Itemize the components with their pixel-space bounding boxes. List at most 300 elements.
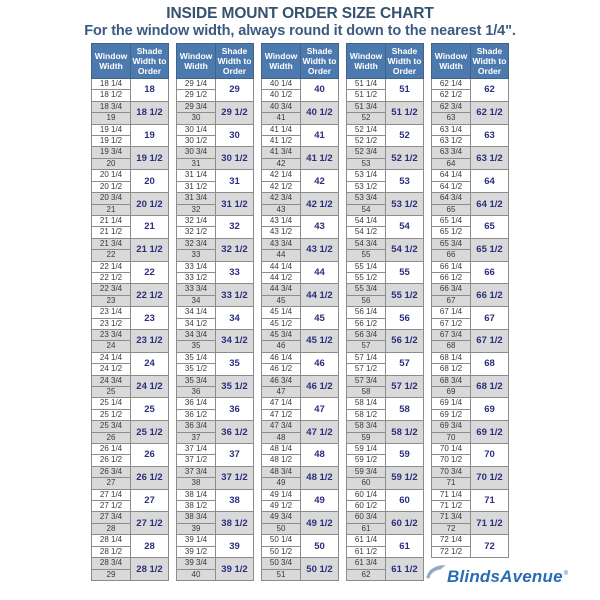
window-width-cell: 69 3/4	[432, 421, 471, 432]
shade-width-cell: 62 1/2	[471, 101, 509, 124]
window-width-cell: 63 1/2	[432, 136, 471, 147]
window-width-cell: 68 1/4	[432, 352, 471, 363]
size-chart	[0, 43, 600, 581]
window-width-cell: 40 1/2	[262, 90, 301, 101]
window-width-cell: 66	[432, 250, 471, 261]
window-width-cell: 48 3/4	[262, 466, 301, 477]
window-width-cell: 62 1/4	[432, 79, 471, 90]
shade-width-cell: 42	[301, 170, 339, 193]
shade-width-cell: 31 1/2	[216, 193, 254, 216]
window-width-cell: 39 3/4	[177, 558, 216, 569]
window-width-cell: 33 3/4	[177, 284, 216, 295]
shade-width-cell: 54	[386, 215, 424, 238]
window-width-cell: 32	[177, 204, 216, 215]
window-width-cell: 34	[177, 295, 216, 306]
shade-width-cell: 43 1/2	[301, 238, 339, 261]
window-width-cell: 37 3/4	[177, 466, 216, 477]
shade-width-cell: 34	[216, 307, 254, 330]
shade-width-cell: 56 1/2	[386, 329, 424, 352]
window-width-cell: 35	[177, 341, 216, 352]
window-width-header: Window Width	[92, 44, 131, 79]
window-width-cell: 45 3/4	[262, 329, 301, 340]
window-width-cell: 24 1/4	[92, 352, 131, 363]
window-width-header: Window Width	[262, 44, 301, 79]
shade-width-cell: 19	[131, 124, 169, 147]
shade-width-header: Shade Width to Order	[131, 44, 169, 79]
window-width-cell: 46 1/2	[262, 364, 301, 375]
shade-width-cell: 61 1/2	[386, 558, 424, 581]
window-width-cell: 69	[432, 387, 471, 398]
window-width-cell: 51	[262, 569, 301, 580]
window-width-cell: 32 3/4	[177, 238, 216, 249]
window-width-cell: 20 3/4	[92, 193, 131, 204]
window-width-cell: 21 3/4	[92, 238, 131, 249]
shade-width-cell: 24	[131, 352, 169, 375]
shade-width-cell: 38 1/2	[216, 512, 254, 535]
window-width-cell: 66 3/4	[432, 284, 471, 295]
shade-width-cell: 32	[216, 215, 254, 238]
window-width-cell: 70 1/4	[432, 444, 471, 455]
window-width-cell: 29 3/4	[177, 101, 216, 112]
size-chart-column-group	[431, 43, 509, 558]
window-width-cell: 49 1/2	[262, 501, 301, 512]
shade-width-cell: 29	[216, 79, 254, 102]
shade-width-cell: 54 1/2	[386, 238, 424, 261]
blindsavenue-logo	[426, 564, 568, 587]
shade-width-cell: 60	[386, 489, 424, 512]
window-width-cell: 45	[262, 295, 301, 306]
window-width-cell: 29	[92, 569, 131, 580]
window-width-cell: 53 1/4	[347, 170, 386, 181]
window-width-cell: 61 3/4	[347, 558, 386, 569]
window-width-cell: 41	[262, 113, 301, 124]
window-width-cell: 68	[432, 341, 471, 352]
window-width-cell: 31 3/4	[177, 193, 216, 204]
shade-width-cell: 49	[301, 489, 339, 512]
window-width-cell: 44 3/4	[262, 284, 301, 295]
shade-width-cell: 47	[301, 398, 339, 421]
window-width-cell: 39	[177, 523, 216, 534]
shade-width-cell: 37	[216, 444, 254, 467]
window-width-cell: 34 1/2	[177, 318, 216, 329]
window-width-cell: 41 1/4	[262, 124, 301, 135]
window-width-cell: 30 1/4	[177, 124, 216, 135]
shade-width-cell: 18	[131, 79, 169, 102]
shade-width-cell: 72	[471, 535, 509, 558]
window-width-cell: 38 1/4	[177, 489, 216, 500]
window-width-cell: 32 1/2	[177, 227, 216, 238]
window-width-cell: 58 1/2	[347, 409, 386, 420]
window-width-cell: 67 1/4	[432, 307, 471, 318]
window-width-cell: 71 3/4	[432, 512, 471, 523]
window-width-cell: 53 1/2	[347, 181, 386, 192]
window-width-cell: 56	[347, 295, 386, 306]
window-width-cell: 54 1/4	[347, 215, 386, 226]
window-width-cell: 25	[92, 387, 131, 398]
shade-width-cell: 58 1/2	[386, 421, 424, 444]
chart-subtitle: For the window width, always round it down to the nearest 1/4".	[84, 23, 516, 39]
window-width-cell: 55 3/4	[347, 284, 386, 295]
shade-width-cell: 69 1/2	[471, 421, 509, 444]
window-width-cell: 23 1/4	[92, 307, 131, 318]
shade-width-cell: 25	[131, 398, 169, 421]
window-width-cell: 36 1/4	[177, 398, 216, 409]
window-width-cell: 63 1/4	[432, 124, 471, 135]
shade-width-cell: 44 1/2	[301, 284, 339, 307]
shade-width-cell: 33	[216, 261, 254, 284]
window-width-cell: 66 1/2	[432, 272, 471, 283]
window-width-cell: 22 1/4	[92, 261, 131, 272]
window-width-cell: 30 1/2	[177, 136, 216, 147]
window-width-cell: 23	[92, 295, 131, 306]
shade-width-cell: 32 1/2	[216, 238, 254, 261]
shade-width-cell: 64	[471, 170, 509, 193]
window-width-cell: 65 1/2	[432, 227, 471, 238]
window-width-cell: 26	[92, 432, 131, 443]
shade-width-cell: 58	[386, 398, 424, 421]
window-width-cell: 68 3/4	[432, 375, 471, 386]
window-width-cell: 63	[432, 113, 471, 124]
shade-width-cell: 28 1/2	[131, 558, 169, 581]
window-width-cell: 70 3/4	[432, 466, 471, 477]
shade-width-cell: 27	[131, 489, 169, 512]
window-width-cell: 47	[262, 387, 301, 398]
brand-name: BlindsAvenue	[447, 567, 563, 586]
window-width-cell: 38	[177, 478, 216, 489]
shade-width-cell: 59	[386, 444, 424, 467]
shade-width-cell: 25 1/2	[131, 421, 169, 444]
window-width-cell: 42 1/2	[262, 181, 301, 192]
window-width-cell: 56 3/4	[347, 329, 386, 340]
shade-width-cell: 41	[301, 124, 339, 147]
window-width-cell: 57 1/2	[347, 364, 386, 375]
shade-width-cell: 53 1/2	[386, 193, 424, 216]
window-width-cell: 44 1/4	[262, 261, 301, 272]
shade-width-cell: 57	[386, 352, 424, 375]
window-width-cell: 63 3/4	[432, 147, 471, 158]
shade-width-cell: 55 1/2	[386, 284, 424, 307]
window-width-cell: 46 1/4	[262, 352, 301, 363]
shade-width-cell: 20 1/2	[131, 193, 169, 216]
window-width-cell: 28 3/4	[92, 558, 131, 569]
window-width-cell: 43 1/4	[262, 215, 301, 226]
window-width-header: Window Width	[432, 44, 471, 79]
window-width-cell: 21	[92, 204, 131, 215]
window-width-cell: 21 1/4	[92, 215, 131, 226]
shade-width-cell: 47 1/2	[301, 421, 339, 444]
shade-width-cell: 39	[216, 535, 254, 558]
shade-width-cell: 70 1/2	[471, 466, 509, 489]
window-width-cell: 46	[262, 341, 301, 352]
window-width-cell: 25 3/4	[92, 421, 131, 432]
window-width-cell: 43	[262, 204, 301, 215]
window-width-cell: 60	[347, 478, 386, 489]
shade-width-cell: 22 1/2	[131, 284, 169, 307]
window-width-cell: 72 1/2	[432, 546, 471, 557]
window-width-cell: 22 1/2	[92, 272, 131, 283]
window-width-cell: 23 3/4	[92, 329, 131, 340]
shade-width-cell: 45 1/2	[301, 329, 339, 352]
window-width-cell: 31 1/2	[177, 181, 216, 192]
window-width-cell: 57 3/4	[347, 375, 386, 386]
shade-width-cell: 57 1/2	[386, 375, 424, 398]
window-width-cell: 21 1/2	[92, 227, 131, 238]
window-width-cell: 40 3/4	[262, 101, 301, 112]
shade-width-cell: 23 1/2	[131, 329, 169, 352]
window-width-cell: 55	[347, 250, 386, 261]
size-chart-column-group	[176, 43, 254, 581]
shade-width-cell: 51 1/2	[386, 101, 424, 124]
window-width-cell: 72 1/4	[432, 535, 471, 546]
window-width-cell: 27 1/4	[92, 489, 131, 500]
shade-width-cell: 53	[386, 170, 424, 193]
window-width-cell: 41 1/2	[262, 136, 301, 147]
window-width-cell: 22	[92, 250, 131, 261]
window-width-cell: 19 1/2	[92, 136, 131, 147]
window-width-cell: 59 1/4	[347, 444, 386, 455]
window-width-cell: 35 1/4	[177, 352, 216, 363]
window-width-cell: 70	[432, 432, 471, 443]
shade-width-cell: 34 1/2	[216, 329, 254, 352]
shade-width-cell: 56	[386, 307, 424, 330]
window-width-cell: 58 3/4	[347, 421, 386, 432]
shade-width-header: Shade Width to Order	[301, 44, 339, 79]
window-width-cell: 23 1/2	[92, 318, 131, 329]
window-width-cell: 50 1/4	[262, 535, 301, 546]
window-width-cell: 42 3/4	[262, 193, 301, 204]
shade-width-cell: 45	[301, 307, 339, 330]
window-width-cell: 43 1/2	[262, 227, 301, 238]
window-width-cell: 53	[347, 158, 386, 169]
window-width-cell: 64 1/4	[432, 170, 471, 181]
window-width-cell: 37 1/4	[177, 444, 216, 455]
window-width-cell: 50 1/2	[262, 546, 301, 557]
window-width-cell: 54 1/2	[347, 227, 386, 238]
window-width-cell: 60 3/4	[347, 512, 386, 523]
window-width-cell: 47 1/4	[262, 398, 301, 409]
window-width-cell: 26 3/4	[92, 466, 131, 477]
window-width-cell: 69 1/2	[432, 409, 471, 420]
window-width-cell: 59 1/2	[347, 455, 386, 466]
shade-width-cell: 41 1/2	[301, 147, 339, 170]
window-width-cell: 48 1/4	[262, 444, 301, 455]
window-width-cell: 40	[177, 569, 216, 580]
shade-width-cell: 46 1/2	[301, 375, 339, 398]
shade-width-cell: 48	[301, 444, 339, 467]
window-width-cell: 38 1/2	[177, 501, 216, 512]
shade-width-cell: 40	[301, 79, 339, 102]
window-width-cell: 54 3/4	[347, 238, 386, 249]
window-width-cell: 45 1/2	[262, 318, 301, 329]
shade-width-cell: 21	[131, 215, 169, 238]
window-width-cell: 24 1/2	[92, 364, 131, 375]
window-width-cell: 56 1/4	[347, 307, 386, 318]
window-width-cell: 19	[92, 113, 131, 124]
shade-width-cell: 19 1/2	[131, 147, 169, 170]
window-width-cell: 25 1/2	[92, 409, 131, 420]
window-width-cell: 67	[432, 295, 471, 306]
window-width-cell: 36	[177, 387, 216, 398]
window-width-cell: 27 3/4	[92, 512, 131, 523]
window-width-cell: 39 1/4	[177, 535, 216, 546]
window-width-cell: 52	[347, 113, 386, 124]
window-width-cell: 64 1/2	[432, 181, 471, 192]
window-width-cell: 20	[92, 158, 131, 169]
window-width-cell: 51 1/4	[347, 79, 386, 90]
window-width-cell: 70 1/2	[432, 455, 471, 466]
window-width-cell: 50	[262, 523, 301, 534]
shade-width-cell: 59 1/2	[386, 466, 424, 489]
window-width-cell: 71 1/4	[432, 489, 471, 500]
shade-width-header: Shade Width to Order	[386, 44, 424, 79]
window-width-cell: 69 1/4	[432, 398, 471, 409]
window-width-cell: 39 1/2	[177, 546, 216, 557]
window-width-cell: 45 1/4	[262, 307, 301, 318]
window-width-cell: 48 1/2	[262, 455, 301, 466]
shade-width-cell: 35 1/2	[216, 375, 254, 398]
window-width-cell: 51 3/4	[347, 101, 386, 112]
window-width-cell: 42 1/4	[262, 170, 301, 181]
window-width-cell: 51 1/2	[347, 90, 386, 101]
shade-width-cell: 65 1/2	[471, 238, 509, 261]
window-width-cell: 29 1/2	[177, 90, 216, 101]
window-width-cell: 65	[432, 204, 471, 215]
window-width-cell: 31 1/4	[177, 170, 216, 181]
window-width-cell: 27	[92, 478, 131, 489]
window-width-cell: 19 1/4	[92, 124, 131, 135]
window-width-cell: 44	[262, 250, 301, 261]
shade-width-cell: 24 1/2	[131, 375, 169, 398]
window-width-cell: 33	[177, 250, 216, 261]
window-width-cell: 64 3/4	[432, 193, 471, 204]
shade-width-cell: 38	[216, 489, 254, 512]
shade-width-cell: 39 1/2	[216, 558, 254, 581]
shade-width-cell: 27 1/2	[131, 512, 169, 535]
shade-width-cell: 62	[471, 79, 509, 102]
window-width-cell: 61 1/2	[347, 546, 386, 557]
shade-width-cell: 50 1/2	[301, 558, 339, 581]
window-width-cell: 37 1/2	[177, 455, 216, 466]
size-chart-column-group	[346, 43, 424, 581]
window-width-cell: 31	[177, 158, 216, 169]
window-width-cell: 35 1/2	[177, 364, 216, 375]
window-width-cell: 18 3/4	[92, 101, 131, 112]
shade-width-cell: 52	[386, 124, 424, 147]
window-width-header: Window Width	[177, 44, 216, 79]
window-width-cell: 41 3/4	[262, 147, 301, 158]
shade-width-cell: 52 1/2	[386, 147, 424, 170]
window-width-cell: 58 1/4	[347, 398, 386, 409]
shade-width-cell: 70	[471, 444, 509, 467]
shade-width-header: Shade Width to Order	[471, 44, 509, 79]
window-width-cell: 50 3/4	[262, 558, 301, 569]
window-width-cell: 42	[262, 158, 301, 169]
window-width-cell: 30	[177, 113, 216, 124]
shade-width-cell: 64 1/2	[471, 193, 509, 216]
window-width-cell: 61 1/4	[347, 535, 386, 546]
window-width-cell: 26 1/2	[92, 455, 131, 466]
window-width-cell: 48	[262, 432, 301, 443]
window-width-cell: 68 1/2	[432, 364, 471, 375]
shade-width-cell: 30	[216, 124, 254, 147]
shade-width-cell: 40 1/2	[301, 101, 339, 124]
window-width-cell: 49 3/4	[262, 512, 301, 523]
shade-width-cell: 48 1/2	[301, 466, 339, 489]
window-width-cell: 49	[262, 478, 301, 489]
window-width-cell: 59	[347, 432, 386, 443]
shade-width-cell: 51	[386, 79, 424, 102]
window-width-cell: 67 1/2	[432, 318, 471, 329]
shade-width-cell: 23	[131, 307, 169, 330]
window-width-cell: 54	[347, 204, 386, 215]
window-width-cell: 34 3/4	[177, 329, 216, 340]
window-width-cell: 60 1/4	[347, 489, 386, 500]
shade-width-cell: 50	[301, 535, 339, 558]
window-width-cell: 46 3/4	[262, 375, 301, 386]
window-width-cell: 38 3/4	[177, 512, 216, 523]
window-width-cell: 71	[432, 478, 471, 489]
shade-width-cell: 20	[131, 170, 169, 193]
shade-width-cell: 18 1/2	[131, 101, 169, 124]
window-width-cell: 35 3/4	[177, 375, 216, 386]
window-width-cell: 65 1/4	[432, 215, 471, 226]
window-width-cell: 66 1/4	[432, 261, 471, 272]
window-width-cell: 49 1/4	[262, 489, 301, 500]
window-width-cell: 40 1/4	[262, 79, 301, 90]
window-width-cell: 55 1/2	[347, 272, 386, 283]
window-width-cell: 34 1/4	[177, 307, 216, 318]
window-width-cell: 27 1/2	[92, 501, 131, 512]
awning-icon	[426, 564, 446, 584]
window-width-cell: 58	[347, 387, 386, 398]
shade-width-cell: 67 1/2	[471, 329, 509, 352]
window-width-cell: 22 3/4	[92, 284, 131, 295]
shade-width-cell: 36	[216, 398, 254, 421]
window-width-cell: 56 1/2	[347, 318, 386, 329]
window-width-cell: 64	[432, 158, 471, 169]
shade-width-cell: 66 1/2	[471, 284, 509, 307]
window-width-cell: 18 1/2	[92, 90, 131, 101]
window-width-cell: 28 1/4	[92, 535, 131, 546]
shade-width-cell: 68	[471, 352, 509, 375]
window-width-cell: 59 3/4	[347, 466, 386, 477]
window-width-cell: 44 1/2	[262, 272, 301, 283]
shade-width-cell: 31	[216, 170, 254, 193]
shade-width-cell: 55	[386, 261, 424, 284]
shade-width-cell: 43	[301, 215, 339, 238]
shade-width-cell: 46	[301, 352, 339, 375]
shade-width-cell: 63 1/2	[471, 147, 509, 170]
window-width-cell: 37	[177, 432, 216, 443]
window-width-cell: 36 3/4	[177, 421, 216, 432]
shade-width-cell: 29 1/2	[216, 101, 254, 124]
window-width-cell: 30 3/4	[177, 147, 216, 158]
window-width-cell: 29 1/4	[177, 79, 216, 90]
shade-width-cell: 71	[471, 489, 509, 512]
shade-width-cell: 65	[471, 215, 509, 238]
window-width-cell: 60 1/2	[347, 501, 386, 512]
window-width-cell: 28	[92, 523, 131, 534]
shade-width-cell: 30 1/2	[216, 147, 254, 170]
window-width-cell: 52 3/4	[347, 147, 386, 158]
window-width-cell: 33 1/4	[177, 261, 216, 272]
window-width-cell: 33 1/2	[177, 272, 216, 283]
window-width-cell: 26 1/4	[92, 444, 131, 455]
window-width-cell: 53 3/4	[347, 193, 386, 204]
shade-width-cell: 61	[386, 535, 424, 558]
shade-width-cell: 68 1/2	[471, 375, 509, 398]
window-width-cell: 24	[92, 341, 131, 352]
